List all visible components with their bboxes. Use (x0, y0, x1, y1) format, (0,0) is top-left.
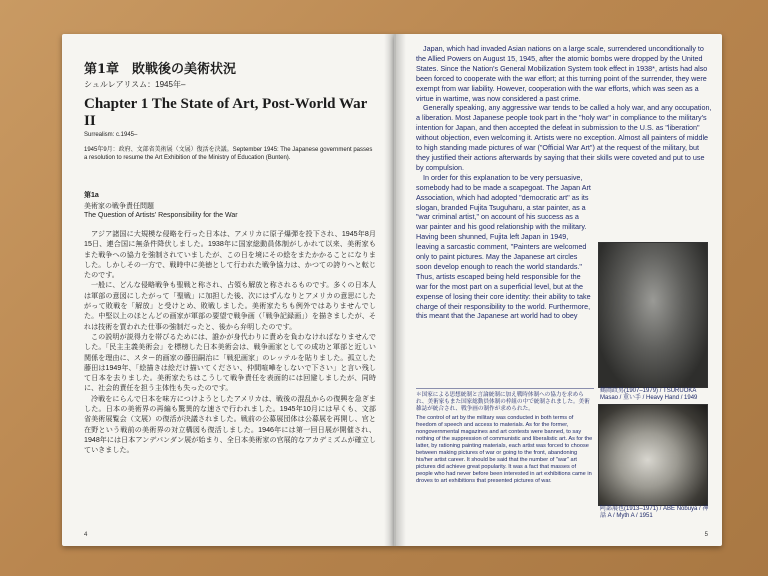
paragraph-jp: アジア諸国に大規模な侵略を行った日本は、アメリカに原子爆弾を投下され、1945年8月15日、連合国に無条件降伏しました。1938年に国家総動員体制がしかれて以来、美術家もまた戦争への協力を強制されていましたが、この日を境にその絵をまたかかることになりました。しかしその一方で、戦時中に美徳として行われた戦争協力は、かつての誇りへと転じたのです。 (84, 230, 376, 280)
section-title-jp: 美術家の戦争責任問題 (84, 203, 154, 210)
right-page (394, 34, 722, 546)
chapter-subtitle-jp: シュルレアリスム：1945年– (84, 80, 186, 89)
artwork-image-heavy-hand (598, 242, 708, 388)
paragraph-en: Generally speaking, any aggressive war tends to be called a holy war, and any occupation, a liberation. Most Japanese people took part in the "holy war" in compliance to the military's intention for Japan, and then accepted the defeat in submission to the U.S. as "liberation" without objection, even welcoming it. Artists were no exception. Almost all painters of middle to high standing made pictures of war ("Official War Art") at the request of the military, but they justified their actions afterwards by saying that their skills were coveted and put to use by compulsion. (416, 103, 712, 172)
footnote-jp: ＊国家による思想統制と言論統制に加え戦時体制への協力を求められ、美術家もまた国家総動員体制の枠組の中で統制されました。美術雑誌が統合され、戦争画の制作が求められた。 (416, 392, 590, 412)
note-divider (416, 388, 594, 389)
paragraph-jp: この説明が説得力を帯びるためには、誰かが身代わりに責めを負わなければなりませんでした。「民主主義美術会」を標榜した日本美術会は、戦争画家としての成功と軍部と近しい関係を理由に、スター的画家の藤田嗣治に「戦犯画家」のレッテルを貼りました。孤立した藤田は1949年、「絵描きは絵だけ描いてください、仲間喧嘩をしないで下さい」と言い残して日本を去りました。美術家たちはこうして戦争責任を表面的には回避しましたが、同時に、社会的責任を担う主体性も失ったのです。 (84, 332, 376, 393)
book-gutter (384, 34, 406, 546)
chapter-subtitle-en: Surrealism: c.1945– (84, 132, 138, 138)
paragraph-jp: 一般に、どんな侵略戦争も聖戦と称され、占領も解放と称されるものです。多くの日本人は軍部の意図にしたがって「聖戦」に加担した後、次にはずんなりとアメリカの意思にしたがって敗戦を「解放」と受けとめ、敗戦しました。美術家たちも例外ではありませんでした。中堅以上のほとんどの画家が軍部の要望で戦争画（「戦争記録画」）を描きましたが、それは技術を買われた仕事の強制だったと、後から弁明したのです。 (84, 281, 376, 331)
paragraph-jp: 冷戦をにらんで日本を味方につけようとしたアメリカは、戦後の混乱からの復興を急ぎました。日本の美術界の再編も驚異的な速さで行われました。1945年10月には早くも、文部省美術展覧会（文展）の復活が決議されました。戦前の公募展団体は公募展を再開し、官と在野という戦前の美術界の対立構図も復活しました。1946年には第一回日展が開催され、1948年には日本アンデパンダン展が始まり、全日本美術家の官展的なアカデミズムが確立していきました。 (84, 394, 376, 455)
footnote (416, 392, 594, 487)
chapter-title-jp: 第1章 敗戦後の美術状況 (84, 62, 237, 77)
footnote-en: The control of art by the military was conducted in both terms of freedom of speech and access to materials. As for the former, nongovernmental magazines and art contests were banned, to say nothing of the suppression of communistic and liberalistic art. As for the latter, by rationing painting materials, each artist was forced to choose between making pictures of war or going to the front, abandoning his/her artist career. It should be said that the number of "war" art pictures did achieve great popularity. It was a fact that masses of people who had never before been interested in art exhibitions came in droves to art exhibitions that presented pictures of war. (416, 415, 593, 484)
paragraph-en: Japan, which had invaded Asian nations on a large scale, surrendered unconditionally to the Allied Powers on August 15, 1945, after the atomic bombs were dropped by the United States. Since the Nation's General Mobilization System took effect in 1938*, artists had also been forced to cooperate with the war effort; at this turning point of the surrender, they were exempt from war liability. However, cooperation with the war efforts, which was seen as a virtue in wartime, was now considered a past crime. (416, 44, 708, 103)
left-page (62, 34, 394, 546)
page-number-left: 4 (84, 532, 88, 538)
chronology-note: 1945年9月：政府、文部省美術展（文展）復活を決議。September 1945: The Japanese government passes a resolution to resume the Art Exhibition of the Ministry of Education (Bunten). (84, 147, 373, 161)
chapter-title-en: Chapter 1 The State of Art, Post-World War II (84, 96, 368, 129)
section-title-en: The Question of Artists' Responsibility for the War (84, 212, 238, 219)
artwork-image-myth-a (598, 404, 708, 506)
section-number: 第1a (84, 192, 99, 199)
page-number-right: 5 (704, 532, 708, 538)
artwork-caption: 鶴岡政男(1907–1979) / TSURUOKA Masao / 重い手 / Heavy Hand / 1949 (600, 388, 698, 401)
paragraph-en: In order for this explanation to be very persuasive, somebody had to be made a scapegoat. The Japan Art Association, which had adopted "democratic art" as its slogan, branded Fujita Tsuguharu, a star painter, as a "war criminal artist," on account of his success as a war painter and his good relationship with the military. Having been shunned, Fujita left Japan in 1949, leaving a sarcastic comment, "Painters are welcomed only to paint pictures. May the Japanese art circles soon develop enough to reach the world standards." Thus, artists escaped being held responsible for the war for the most part on a superficial level, but at the expense of losing their core identity: their ability to take charge of their responsibility to the world. Furthermore, this meant that the Japanese art world had to obey (416, 172, 591, 321)
artwork-caption: 阿部展也(1913–1971) / ABE Nobuya / 神話 A / Myth A / 1951 (600, 506, 709, 519)
open-booklet (62, 34, 722, 546)
body-text-jp (84, 229, 376, 456)
